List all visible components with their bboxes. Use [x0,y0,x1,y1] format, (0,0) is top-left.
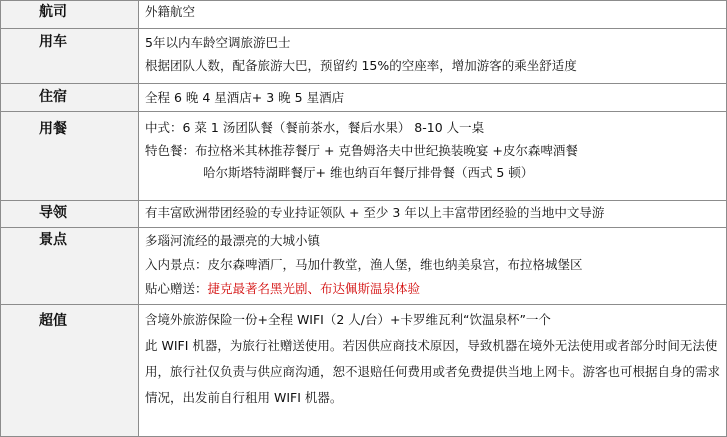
sights-line-1: 多瑙河流经的最漂亮的大城小镇 [145,233,321,248]
row-content [139,1,727,29]
row-content [139,29,727,84]
row-content [139,228,727,305]
row-label: 导领 [1,201,139,228]
row-label: 航司 [1,1,139,29]
sights-tip [145,277,726,301]
table-row-sights [1,228,727,305]
vehicle-line-1: 5年以内车龄空调旅游巴士 [145,35,291,50]
meals-line-2: 特色餐：布拉格米其林推荐餐厅 + 克鲁姆洛夫中世纪换装晚宴 +皮尔森啤酒餐 [145,142,578,158]
row-label: 用餐 [1,112,139,201]
row-label: 住宿 [1,84,139,112]
table-row-airline [1,1,727,29]
table-row-guide [1,201,727,228]
row-content [139,84,727,112]
hotel-text: 全程 6 晚 4 星酒店+ 3 晚 5 星酒店 [145,90,345,105]
row-content [139,201,727,228]
vehicle-line-2: 根据团队人数，配备旅游大巴，预留约 15%的空座率，增加游客的乘坐舒适度 [145,58,577,73]
tip-prefix: 贴心赠送： [145,281,208,296]
table-row-hotel [1,84,727,112]
sights-line-2: 入内景点：皮尔森啤酒厂，马加什教堂，渔人堡，维也纳美泉宫，布拉格城堡区 [145,257,583,272]
extras-line-1: 含境外旅游保险一份+全程 WIFI（2 人/台）+卡罗维瓦利“饮温泉杯”一个 [145,312,551,327]
wifi-disclaimer: 此 WIFI 机器，为旅行社赠送使用。若因供应商技术原因，导致机器在境外无法使用或者部分时间无法使用，旅行社仅负责与供应商沟通，恕不退赔任何费用或者免费提供当地上网卡。游客也可根据自身的需求情况，出发前自行租用 WIFI 机器。 [145,338,721,405]
table-row-meals [1,112,727,201]
guide-text: 有丰富欧洲带团经验的专业持证领队 + 至少 3 年以上丰富带团经验的当地中文导游 [145,205,605,220]
table-row-vehicle [1,29,727,84]
meals-line-1: 中式：6 菜 1 汤团队餐（餐前茶水，餐后水果） 8-10 人一桌 [145,120,485,135]
row-content [139,305,727,437]
tip-highlight: 捷克最著名黑光剧、布达佩斯温泉体验 [207,281,421,296]
table-row-extras [1,305,727,437]
row-label: 景点 [1,228,139,305]
meals-line-3: 哈尔斯塔特湖畔餐厅+ 维也纳百年餐厅排骨餐（西式 5 顿） [203,165,534,180]
row-content [139,112,727,201]
airline-text: 外籍航空 [145,4,196,19]
row-label: 用车 [1,29,139,84]
row-label: 超值 [1,305,139,437]
